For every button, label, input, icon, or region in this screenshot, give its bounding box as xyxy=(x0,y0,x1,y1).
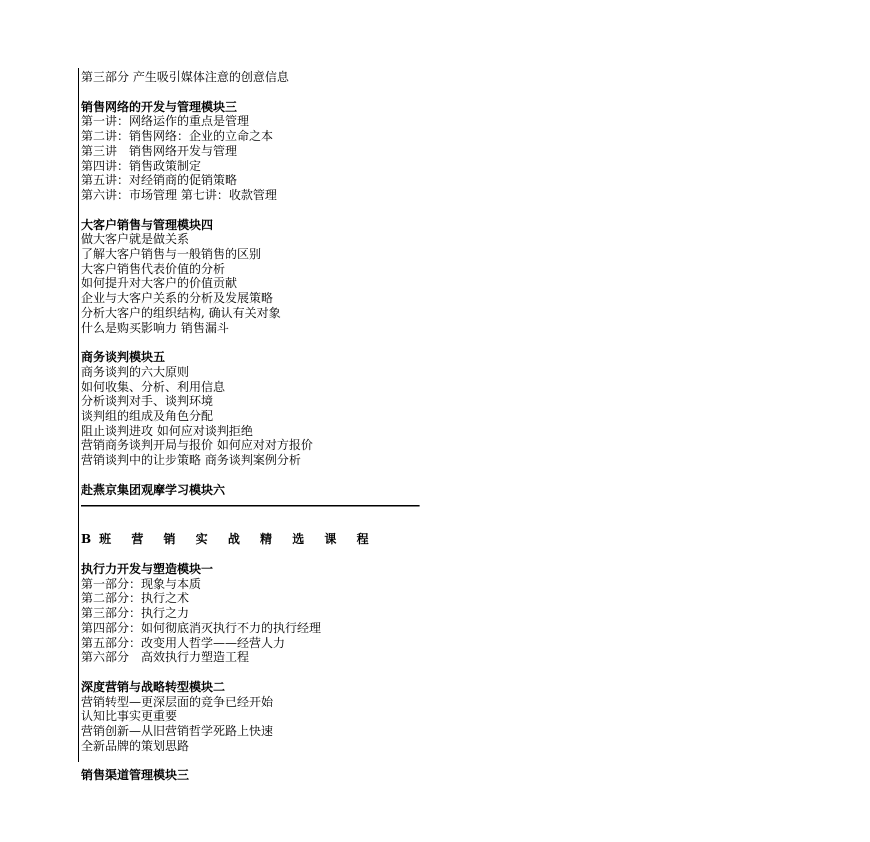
separator-line: ———————————————————————————————————————————————————————— xyxy=(81,497,419,512)
module-item: 营销转型—更深层面的竞争已经开始 xyxy=(81,694,274,709)
module-item: 营销创新—从旧营销哲学死路上快速 xyxy=(81,724,274,739)
module-item: 了解大客户销售与一般销售的区别 xyxy=(81,247,262,262)
module-item: 第四讲：销售政策制定 xyxy=(81,158,202,173)
module-item: 做大客户就是做关系 xyxy=(81,232,190,247)
spacer xyxy=(81,203,781,218)
module-item: 营销谈判中的让步策略 商务谈判案例分析 xyxy=(81,453,301,468)
module-item: 阻止谈判进攻 如何应对谈判拒绝 xyxy=(81,423,253,438)
module-block xyxy=(81,680,781,754)
document-body xyxy=(81,70,781,783)
module-item: 第五部分：改变用人哲学——经营人力 xyxy=(81,635,286,650)
module-item: 如何收集、分析、利用信息 xyxy=(81,379,226,394)
spacer xyxy=(81,335,781,350)
module-item: 第四部分：如何彻底消灭执行不力的执行经理 xyxy=(81,620,322,635)
module-block xyxy=(81,350,781,468)
module-title: 大客户销售与管理模块四 xyxy=(81,217,214,232)
module-item: 分析谈判对手、谈判环境 xyxy=(81,394,214,409)
module-block xyxy=(81,218,781,336)
spacer xyxy=(81,665,781,680)
module-item: 第三讲 销售网络开发与管理 xyxy=(81,143,238,158)
module-title: 深度营销与战略转型模块二 xyxy=(81,679,226,694)
module-item: 第一讲：网络运作的重点是管理 xyxy=(81,114,250,129)
module-item: 第六部分 高效执行力塑造工程 xyxy=(81,650,250,665)
module-item: 第三部分：执行之力 xyxy=(81,606,190,621)
module-title: 执行力开发与塑造模块一 xyxy=(81,561,214,576)
module-item: 第五讲：对经销商的促销策略 xyxy=(81,173,238,188)
left-border-line xyxy=(78,68,79,762)
module-block xyxy=(81,100,781,203)
module-item: 企业与大客户关系的分析及发展策略 xyxy=(81,291,274,306)
spacer xyxy=(81,753,781,768)
last-module-title: 销售渠道管理模块三 xyxy=(81,768,190,783)
module-block xyxy=(81,562,781,665)
module-item: 第六讲：市场管理 第七讲：收款管理 xyxy=(81,187,277,202)
module-item: 商务谈判的六大原则 xyxy=(81,364,190,379)
spacer xyxy=(81,85,781,100)
module-title: 商务谈判模块五 xyxy=(81,350,166,365)
module-item: 全新品牌的策划思路 xyxy=(81,738,190,753)
spacer xyxy=(81,468,781,483)
module-item: 第二部分：执行之术 xyxy=(81,591,190,606)
module-title: 销售网络的开发与管理模块三 xyxy=(81,99,238,114)
module6-title: 赴燕京集团观摩学习模块六 xyxy=(81,482,226,497)
module-item: 谈判组的组成及角色分配 xyxy=(81,409,214,424)
module-item: 营销商务谈判开局与报价 如何应对对方报价 xyxy=(81,438,313,453)
module-item: 认知比事实更重要 xyxy=(81,709,178,724)
spacer xyxy=(81,512,781,532)
module-item: 如何提升对大客户的价值贡献 xyxy=(81,276,238,291)
module-item: 什么是购买影响力 销售漏斗 xyxy=(81,320,229,335)
intro-line: 第三部分 产生吸引媒体注意的创意信息 xyxy=(81,70,289,84)
module-item: 大客户销售代表价值的分析 xyxy=(81,261,226,276)
spacer xyxy=(81,547,781,562)
module-item: 第一部分：现象与本质 xyxy=(81,576,202,591)
section-b-title: B班 营 销 实 战 精 选 课 程 xyxy=(81,532,377,547)
module-item: 第二讲：销售网络：企业的立命之本 xyxy=(81,129,274,144)
module-item: 分析大客户的组织结构, 确认有关对象 xyxy=(81,305,281,320)
